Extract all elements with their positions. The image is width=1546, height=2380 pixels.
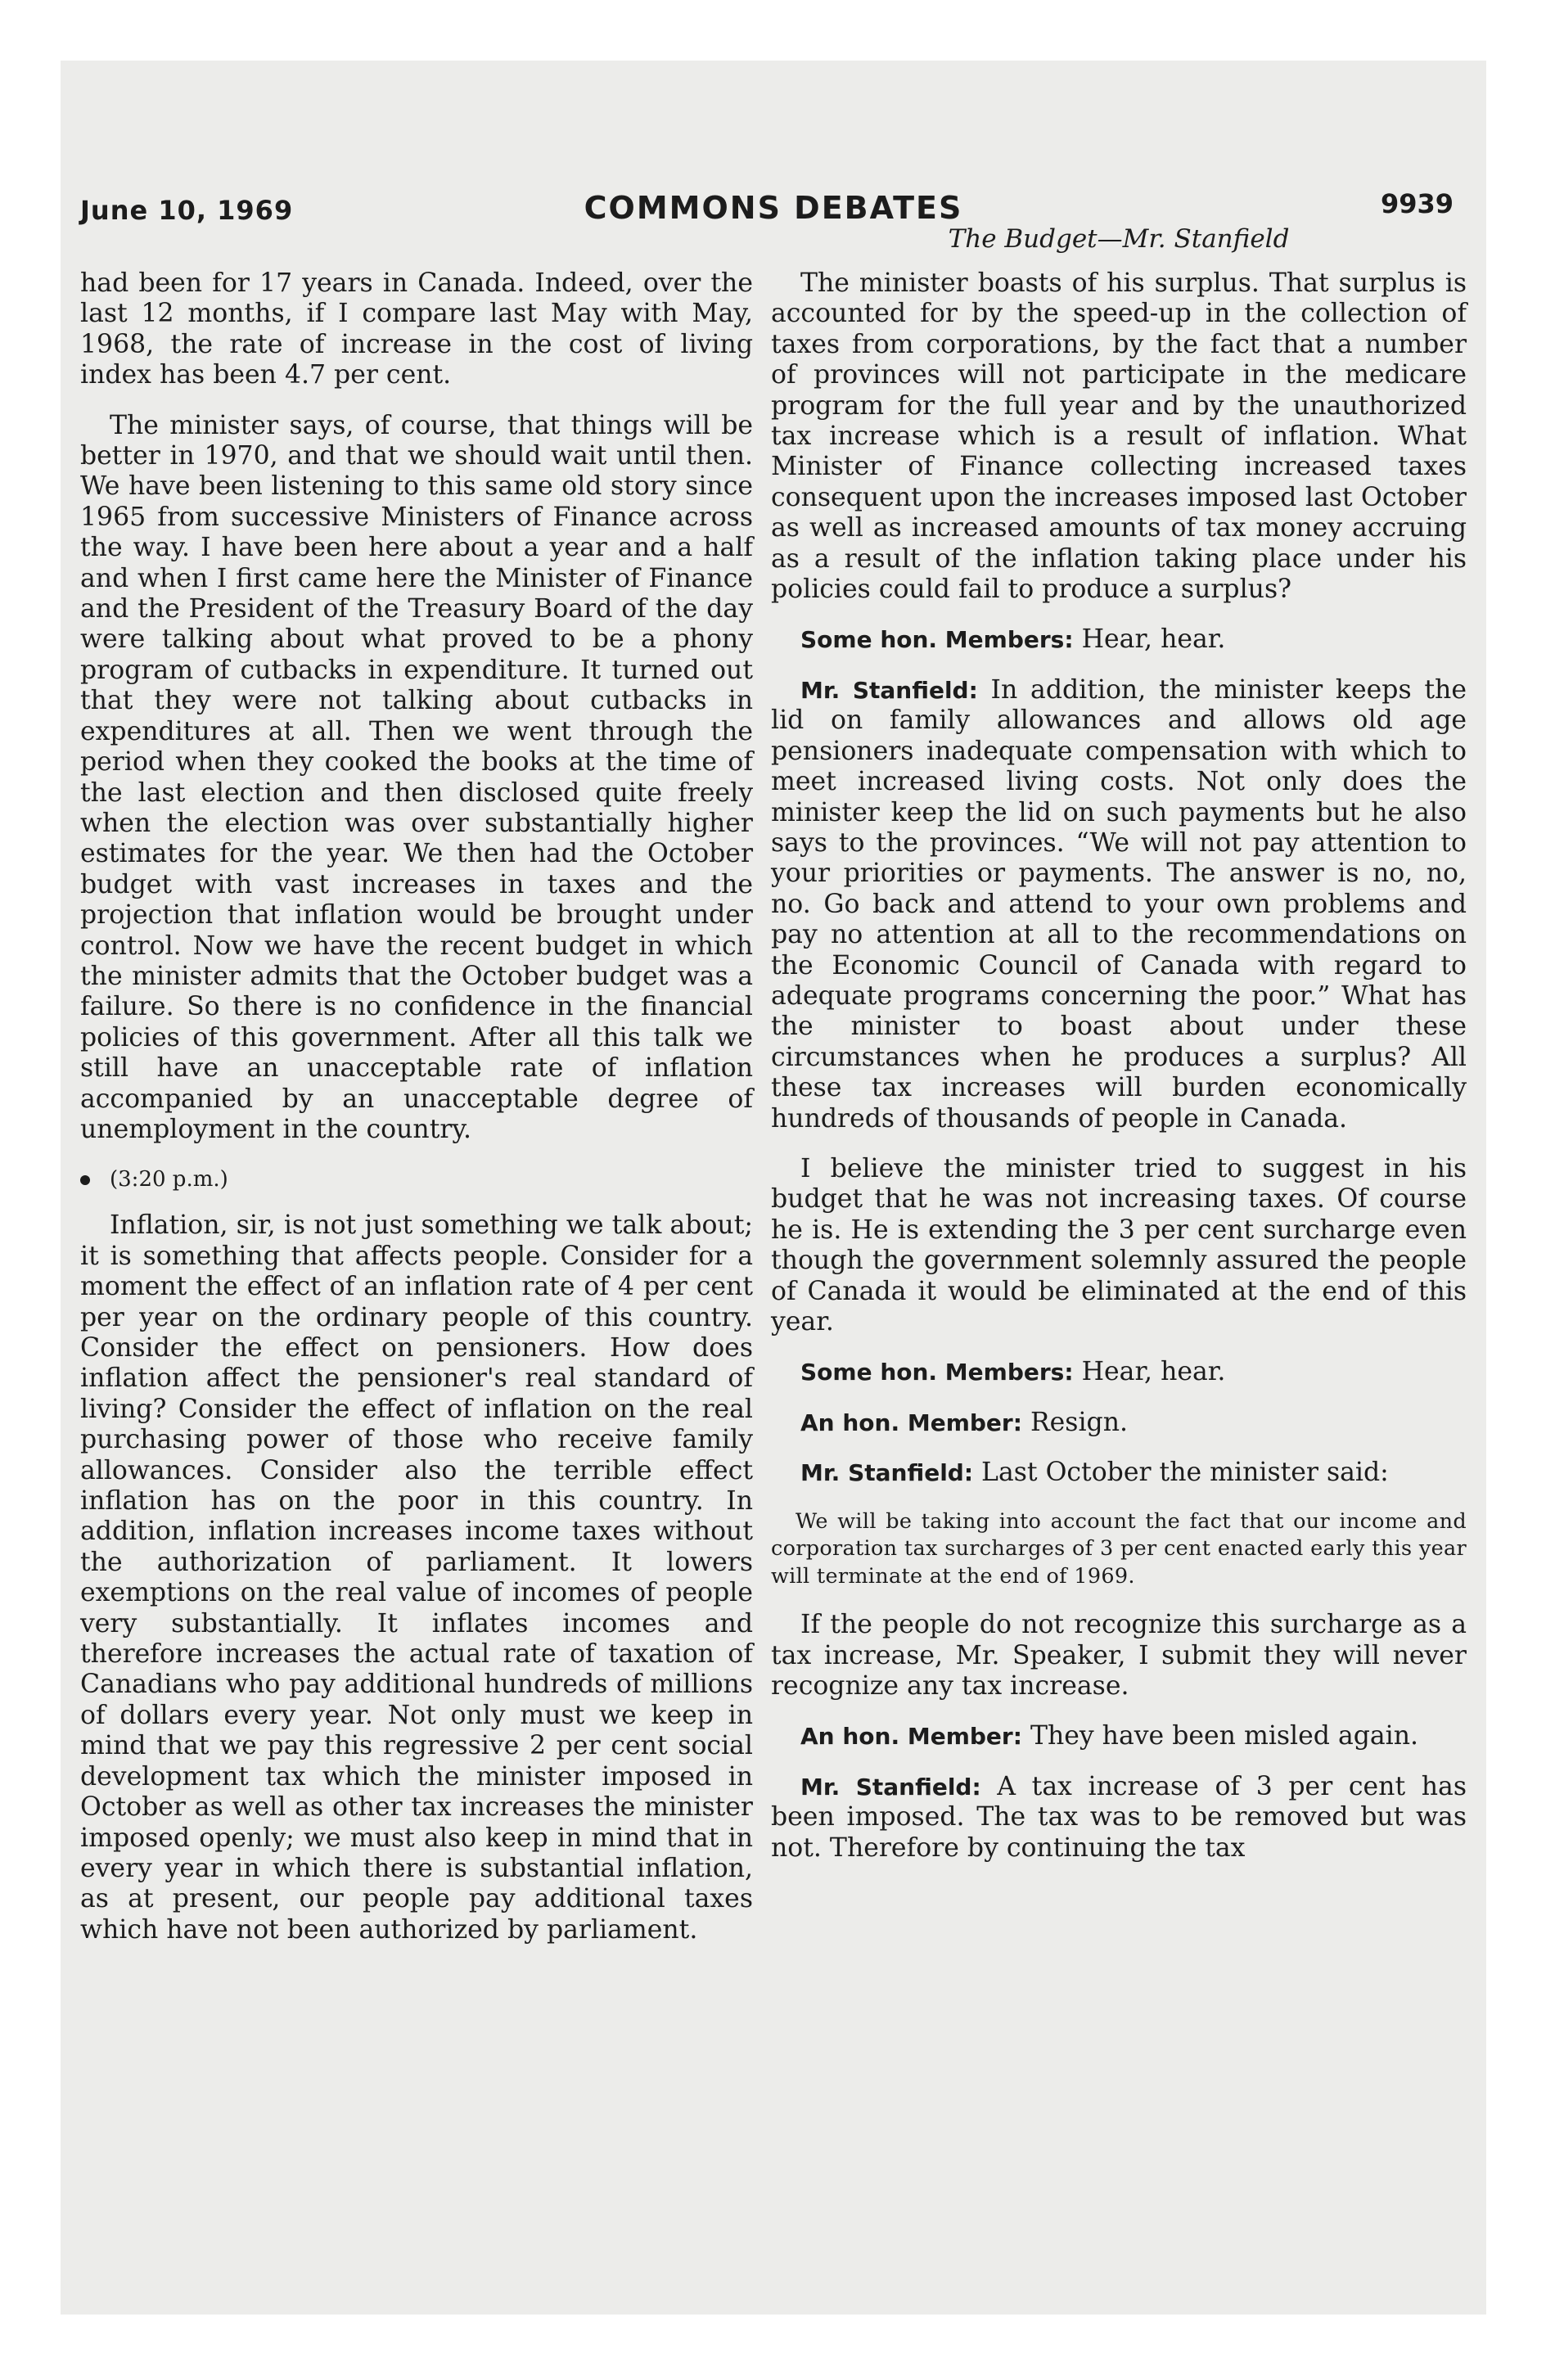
speech <box>771 624 1467 655</box>
speech-text: Hear, hear. <box>1081 1357 1226 1387</box>
speech <box>771 1772 1467 1864</box>
bullet-icon <box>80 1175 90 1185</box>
speech-text: Resign. <box>1030 1407 1129 1437</box>
speech-text: In addition, the minister keeps the lid on family allowances and allows old age pensioners inadequate compensation with which to meet increased living costs. Not only does the minister keep the lid on such payments but he also says to the provinces. “We will not pay attention to your priorities or payments. The answer is no, no, no. Go back and attend to your own problems and pay no attention at all to the recommendations on the Economic Council of Canada with regard to adequate programs concerning the poor.” What has the minister to boast about under these circumstances when he produces a surplus? All these tax increases will burden economically hundreds of thousands of people in Canada. <box>771 674 1467 1134</box>
speaker-name: Mr. Stanfield: <box>800 676 978 704</box>
speech-text: Last October the minister said: <box>981 1458 1389 1488</box>
scanned-page <box>61 61 1486 2315</box>
speaker-name: Mr. Stanfield: <box>800 1459 974 1487</box>
speech <box>771 675 1467 1134</box>
page-number: 9939 <box>1380 188 1454 219</box>
paragraph: The minister boasts of his surplus. That surplus is accounted for by the speed-up in the collection of taxes from corporations, by the fact that a number of provinces will not participate in the medicare program for the full year and by the unauthorized tax increase which is a result of inflation. What Minister of Finance collecting increased taxes consequent upon the increases imposed last October as well as increased amounts of tax money accruing as a result of the inflation taking place under his policies could fail to produce a surplus? <box>771 268 1467 605</box>
right-column <box>771 268 1467 1883</box>
speech <box>771 1408 1467 1438</box>
speech-text: A tax increase of 3 per cent has been imposed. The tax was to be removed but was not. Therefore by continuing the tax <box>771 1771 1467 1863</box>
publication-title: COMMONS DEBATES <box>584 190 963 226</box>
speech <box>771 1458 1467 1488</box>
speaker-name: Some hon. Members: <box>800 1359 1074 1386</box>
paragraph: had been for 17 years in Canada. Indeed, over the last 12 months, if I compare last May with May, 1968, the rate of increase in the cost of living index has been 4.7 per cent. <box>80 268 753 390</box>
paragraph: If the people do not recognize this surcharge as a tax increase, Mr. Speaker, I submit they will never recognize any tax increase. <box>771 1610 1467 1701</box>
paragraph: The minister says, of course, that things will be better in 1970, and that we should wait until then. We have been listening to this same old story since 1965 from successive Ministers of Finance across the way. I have been here about a year and a half and when I first came here the Minister of Finance and the President of the Treasury Board of the day were talking about what proved to be a phony program of cutbacks in expenditure. It turned out that they were not talking about cutbacks in expenditures at all. Then we went through the period when they cooked the books at the time of the last election and then disclosed quite freely when the election was over substantially higher estimates for the year. We then had the October budget with vast increases in taxes and the projection that inflation would be brought under control. Now we have the recent budget in which the minister admits that the October budget was a failure. So there is no confidence in the financial policies of this government. After all this talk we still have an unacceptable rate of inflation accompanied by an unacceptable degree of unemployment in the country. <box>80 410 753 1144</box>
header-date: June 10, 1969 <box>80 195 294 226</box>
running-head: The Budget—Mr. Stanfield <box>948 224 1290 254</box>
speaker-name: Mr. Stanfield: <box>800 1773 981 1801</box>
left-column <box>80 268 753 1965</box>
speech <box>771 1357 1467 1387</box>
paragraph: I believe the minister tried to suggest in his budget that he was not increasing taxes. Of course he is. He is extending the 3 per cent surcharge even though the government solemnly assured the people of Canada it would be eliminated at the end of this year. <box>771 1153 1467 1336</box>
paragraph: Inflation, sir, is not just something we talk about; it is something that affects people. Consider for a moment the effect of an inflation rate of 4 per cent per year on the ordinary people of this country. Consider the effect on pensioners. How does inflation affect the pensioner's real standard of living? Consider the effect of inflation on the real purchasing power of those who receive family allowances. Consider also the terrible effect inflation has on the poor in this country. In addition, inflation increases income taxes without the authorization of parliament. It lowers exemptions on the real value of incomes of people very substantially. It inflates incomes and therefore increases the actual rate of taxation of Canadians who pay additional hundreds of millions of dollars every year. Not only must we keep in mind that we pay this regressive 2 per cent social development tax which the minister imposed in October as well as other tax increases the minister imposed openly; we must also keep in mind that in every year in which there is substantial inflation, as at present, our people pay additional taxes which have not been authorized by parliament. <box>80 1210 753 1945</box>
speech-text: Hear, hear. <box>1081 624 1226 655</box>
speech <box>771 1721 1467 1751</box>
block-quote: We will be taking into account the fact that our income and corporation tax surcharges of 3 per cent enacted early this year will terminate at the end of 1969. <box>771 1508 1467 1589</box>
speaker-name: An hon. Member: <box>800 1409 1022 1436</box>
time-stamp <box>80 1165 753 1194</box>
speaker-name: An hon. Member: <box>800 1723 1022 1751</box>
speaker-name: Some hon. Members: <box>800 626 1074 654</box>
speech-text: They have been misled again. <box>1030 1721 1419 1751</box>
time-stamp-text: (3:20 p.m.) <box>110 1167 228 1192</box>
